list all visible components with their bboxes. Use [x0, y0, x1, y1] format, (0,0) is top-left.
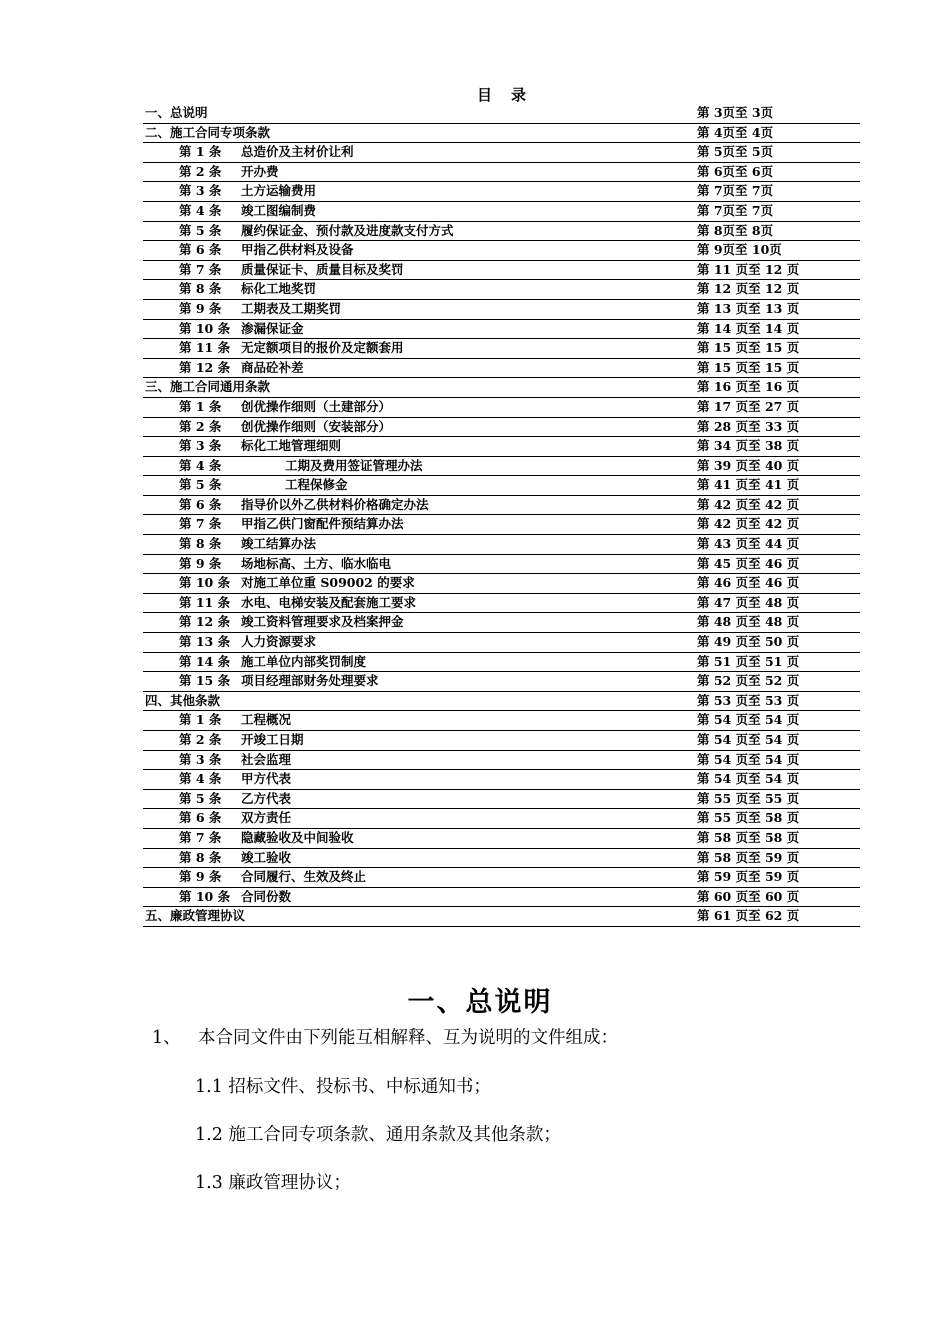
toc-page-range: 第 54 页至 54 页 — [697, 751, 800, 767]
toc-article-row — [143, 574, 860, 594]
toc-page-range: 第 55 页至 58 页 — [697, 810, 800, 826]
toc-article-title: 无定额项目的报价及定额套用 — [241, 340, 404, 356]
toc-article-row — [143, 829, 860, 849]
toc-article-row — [143, 496, 860, 516]
toc-page-range: 第 8页至 8页 — [697, 222, 774, 238]
toc-article-number: 第 3 条 — [179, 751, 222, 767]
toc-page-range: 第 3页至 3页 — [697, 105, 774, 120]
toc-page-range: 第 43 页至 44 页 — [697, 536, 800, 552]
toc-page-range: 第 7页至 7页 — [697, 183, 774, 199]
toc-article-title: 标化工地管理细则 — [241, 438, 342, 454]
toc-article-title: 场地标高、土方、临水临电 — [241, 555, 392, 571]
toc-page-range: 第 9页至 10页 — [697, 242, 782, 258]
toc-article-row — [143, 280, 860, 300]
toc-article-number: 第 2 条 — [179, 163, 222, 179]
toc-page-range: 第 55 页至 55 页 — [697, 790, 800, 806]
toc-article-row — [143, 339, 860, 359]
toc-article-row — [143, 868, 860, 888]
list-item: 1.1 招标文件、投标书、中标通知书； — [195, 1077, 491, 1097]
toc-article-title: 质量保证卡、质量目标及奖罚 — [241, 261, 404, 277]
toc-page-range: 第 17 页至 27 页 — [697, 398, 800, 414]
toc-article-row — [143, 241, 860, 261]
toc-article-title: 社会监理 — [241, 751, 292, 767]
toc-article-row — [143, 163, 860, 183]
toc-article-number: 第 13 条 — [179, 634, 231, 650]
toc-article-title: 施工单位内部奖罚制度 — [241, 653, 367, 669]
toc-article-title: 项目经理部财务处理要求 — [241, 673, 379, 689]
toc-article-title: 甲指乙供门窗配件预结算办法 — [241, 516, 404, 532]
toc-page-range: 第 58 页至 58 页 — [697, 829, 800, 845]
toc-article-title: 乙方代表 — [241, 790, 292, 806]
toc-article-row — [143, 359, 860, 379]
toc-article-title: 合同份数 — [241, 888, 292, 904]
toc-article-title: 渗漏保证金 — [241, 320, 304, 336]
toc-article-title: 竣工资料管理要求及档案押金 — [241, 614, 404, 630]
toc-article-title: 水电、电梯安装及配套施工要求 — [241, 594, 417, 610]
toc-article-title: 隐藏验收及中间验收 — [241, 829, 354, 845]
toc-article-row — [143, 457, 860, 477]
toc-article-title: 商品砼补差 — [241, 359, 304, 375]
toc-article-title: 工程保修金 — [285, 477, 348, 493]
toc-article-title: 创优操作细则（安装部分） — [241, 418, 392, 434]
toc-article-row — [143, 790, 860, 810]
toc-article-number: 第 7 条 — [179, 829, 222, 845]
toc-page-range: 第 41 页至 41 页 — [697, 477, 800, 493]
toc-section-row — [143, 692, 860, 712]
toc-page-range: 第 54 页至 54 页 — [697, 732, 800, 747]
toc-article-row — [143, 202, 860, 222]
toc-article-title: 总造价及主材价让利 — [241, 144, 354, 160]
toc-article-row — [143, 418, 860, 438]
toc-article-row — [143, 515, 860, 535]
toc-article-row — [143, 476, 860, 496]
toc-article-title: 开竣工日期 — [241, 732, 304, 747]
toc-section-label: 四、其他条款 — [145, 692, 221, 708]
list-item: 1.3 廉政管理协议； — [195, 1173, 351, 1193]
toc-page-range: 第 53 页至 53 页 — [697, 692, 800, 708]
toc-article-row — [143, 888, 860, 908]
toc-article-number: 第 1 条 — [179, 712, 222, 728]
toc-page-range: 第 54 页至 54 页 — [697, 771, 800, 787]
toc-article-number: 第 12 条 — [179, 359, 231, 375]
toc-page-range: 第 12 页至 12 页 — [697, 281, 800, 297]
toc-page-range: 第 59 页至 59 页 — [697, 869, 800, 885]
toc-article-number: 第 2 条 — [179, 418, 222, 434]
toc-article-number: 第 3 条 — [179, 183, 222, 199]
toc-article-row — [143, 672, 860, 692]
section-heading: 一、总说明 — [407, 987, 553, 1018]
toc-page-range: 第 52 页至 52 页 — [697, 673, 800, 689]
toc-article-row — [143, 261, 860, 281]
toc-article-title: 履约保证金、预付款及进度款支付方式 — [241, 222, 454, 238]
toc-article-row — [143, 653, 860, 673]
toc-page-range: 第 34 页至 38 页 — [697, 438, 800, 454]
toc-article-number: 第 14 条 — [179, 653, 231, 669]
paragraph-text: 本合同文件由下列能互相解释、互为说明的文件组成： — [198, 1028, 618, 1048]
toc-article-number: 第 9 条 — [179, 869, 222, 885]
toc-article-row — [143, 594, 860, 614]
toc-article-row — [143, 555, 860, 575]
toc-page-range: 第 39 页至 40 页 — [697, 457, 800, 473]
toc-article-row — [143, 398, 860, 418]
toc-article-title: 人力资源要求 — [241, 634, 317, 650]
toc-article-row — [143, 222, 860, 242]
toc-article-number: 第 3 条 — [179, 438, 222, 454]
toc-article-number: 第 4 条 — [179, 202, 222, 218]
toc-article-row — [143, 809, 860, 829]
toc-article-row — [143, 849, 860, 869]
toc-page-range: 第 4页至 4页 — [697, 124, 774, 140]
toc-page-range: 第 6页至 6页 — [697, 163, 774, 179]
toc-section-row — [143, 907, 860, 927]
toc-page-range: 第 60 页至 60 页 — [697, 888, 800, 904]
toc-page-range: 第 48 页至 48 页 — [697, 614, 800, 630]
table-of-contents — [143, 104, 860, 927]
toc-article-number: 第 12 条 — [179, 614, 231, 630]
toc-page-range: 第 11 页至 12 页 — [697, 261, 800, 277]
toc-article-number: 第 8 条 — [179, 849, 222, 865]
toc-page-range: 第 49 页至 50 页 — [697, 634, 800, 650]
toc-article-title: 甲方代表 — [241, 771, 292, 787]
toc-page-range: 第 15 页至 15 页 — [697, 340, 800, 356]
toc-page-range: 第 46 页至 46 页 — [697, 575, 800, 591]
toc-article-title: 指导价以外乙供材料价格确定办法 — [241, 496, 429, 512]
toc-page-range: 第 61 页至 62 页 — [697, 908, 800, 924]
toc-page-range: 第 58 页至 59 页 — [697, 849, 800, 865]
toc-section-row — [143, 378, 860, 398]
toc-article-number: 第 1 条 — [179, 398, 222, 414]
toc-article-row — [143, 633, 860, 653]
toc-article-title: 创优操作细则（土建部分） — [241, 398, 392, 414]
toc-article-number: 第 10 条 — [179, 888, 231, 904]
toc-article-title: 竣工结算办法 — [241, 536, 317, 552]
toc-article-number: 第 5 条 — [179, 477, 222, 493]
toc-page-range: 第 54 页至 54 页 — [697, 712, 800, 728]
toc-article-number: 第 9 条 — [179, 300, 222, 316]
toc-article-number: 第 9 条 — [179, 555, 222, 571]
toc-article-row — [143, 300, 860, 320]
toc-article-number: 第 6 条 — [179, 810, 222, 826]
toc-article-number: 第 1 条 — [179, 144, 222, 160]
toc-article-row — [143, 731, 860, 751]
toc-article-title: 工期表及工期奖罚 — [241, 300, 342, 316]
toc-article-row — [143, 751, 860, 771]
toc-article-number: 第 7 条 — [179, 261, 222, 277]
toc-article-title: 竣工验收 — [241, 849, 292, 865]
toc-article-number: 第 15 条 — [179, 673, 231, 689]
toc-page-range: 第 13 页至 13 页 — [697, 300, 800, 316]
toc-page-range: 第 28 页至 33 页 — [697, 418, 800, 434]
toc-article-number: 第 11 条 — [179, 340, 231, 356]
toc-section-label: 三、施工合同通用条款 — [145, 379, 271, 395]
toc-article-row — [143, 320, 860, 340]
toc-article-title: 甲指乙供材料及设备 — [241, 242, 354, 258]
toc-article-title: 标化工地奖罚 — [241, 281, 317, 297]
toc-article-number: 第 2 条 — [179, 732, 222, 747]
toc-page-range: 第 7页至 7页 — [697, 202, 774, 218]
toc-section-row — [143, 124, 860, 144]
toc-article-number: 第 5 条 — [179, 790, 222, 806]
toc-article-number: 第 10 条 — [179, 575, 231, 591]
toc-article-number: 第 7 条 — [179, 516, 222, 532]
toc-article-title: 工程概况 — [241, 712, 292, 728]
toc-section-label: 二、施工合同专项条款 — [145, 124, 271, 140]
toc-page-range: 第 5页至 5页 — [697, 144, 774, 160]
toc-page-range: 第 15 页至 15 页 — [697, 359, 800, 375]
toc-page-range: 第 45 页至 46 页 — [697, 555, 800, 571]
toc-article-number: 第 6 条 — [179, 242, 222, 258]
toc-page-range: 第 42 页至 42 页 — [697, 516, 800, 532]
toc-article-row — [143, 535, 860, 555]
toc-article-title: 工期及费用签证管理办法 — [285, 457, 423, 473]
toc-article-number: 第 11 条 — [179, 594, 231, 610]
toc-page-range: 第 51 页至 51 页 — [697, 653, 800, 669]
toc-title: 目 录 — [476, 86, 528, 104]
toc-article-row — [143, 437, 860, 457]
toc-article-row — [143, 182, 860, 202]
toc-page-range: 第 47 页至 48 页 — [697, 594, 800, 610]
toc-article-number: 第 4 条 — [179, 771, 222, 787]
toc-article-title: 双方责任 — [241, 810, 292, 826]
list-item: 1.2 施工合同专项条款、通用条款及其他条款； — [195, 1125, 561, 1145]
paragraph-number: 1、 — [152, 1028, 181, 1048]
toc-article-title: 对施工单位重 S09002 的要求 — [241, 575, 415, 591]
toc-section-label: 五、廉政管理协议 — [145, 908, 246, 924]
toc-article-row — [143, 711, 860, 731]
toc-article-row — [143, 613, 860, 633]
toc-article-row — [143, 770, 860, 790]
toc-article-title: 竣工图编制费 — [241, 202, 317, 218]
toc-page-range: 第 14 页至 14 页 — [697, 320, 800, 336]
toc-section-label: 一、总说明 — [145, 105, 208, 120]
toc-article-number: 第 6 条 — [179, 496, 222, 512]
toc-article-number: 第 5 条 — [179, 222, 222, 238]
toc-article-title: 土方运输费用 — [241, 183, 317, 199]
toc-article-number: 第 8 条 — [179, 281, 222, 297]
toc-article-number: 第 10 条 — [179, 320, 231, 336]
toc-article-number: 第 8 条 — [179, 536, 222, 552]
toc-section-row — [143, 104, 860, 124]
toc-article-number: 第 4 条 — [179, 457, 222, 473]
toc-article-title: 合同履行、生效及终止 — [241, 869, 367, 885]
toc-page-range: 第 42 页至 42 页 — [697, 496, 800, 512]
toc-page-range: 第 16 页至 16 页 — [697, 379, 800, 395]
toc-article-row — [143, 143, 860, 163]
toc-article-title: 开办费 — [241, 163, 279, 179]
